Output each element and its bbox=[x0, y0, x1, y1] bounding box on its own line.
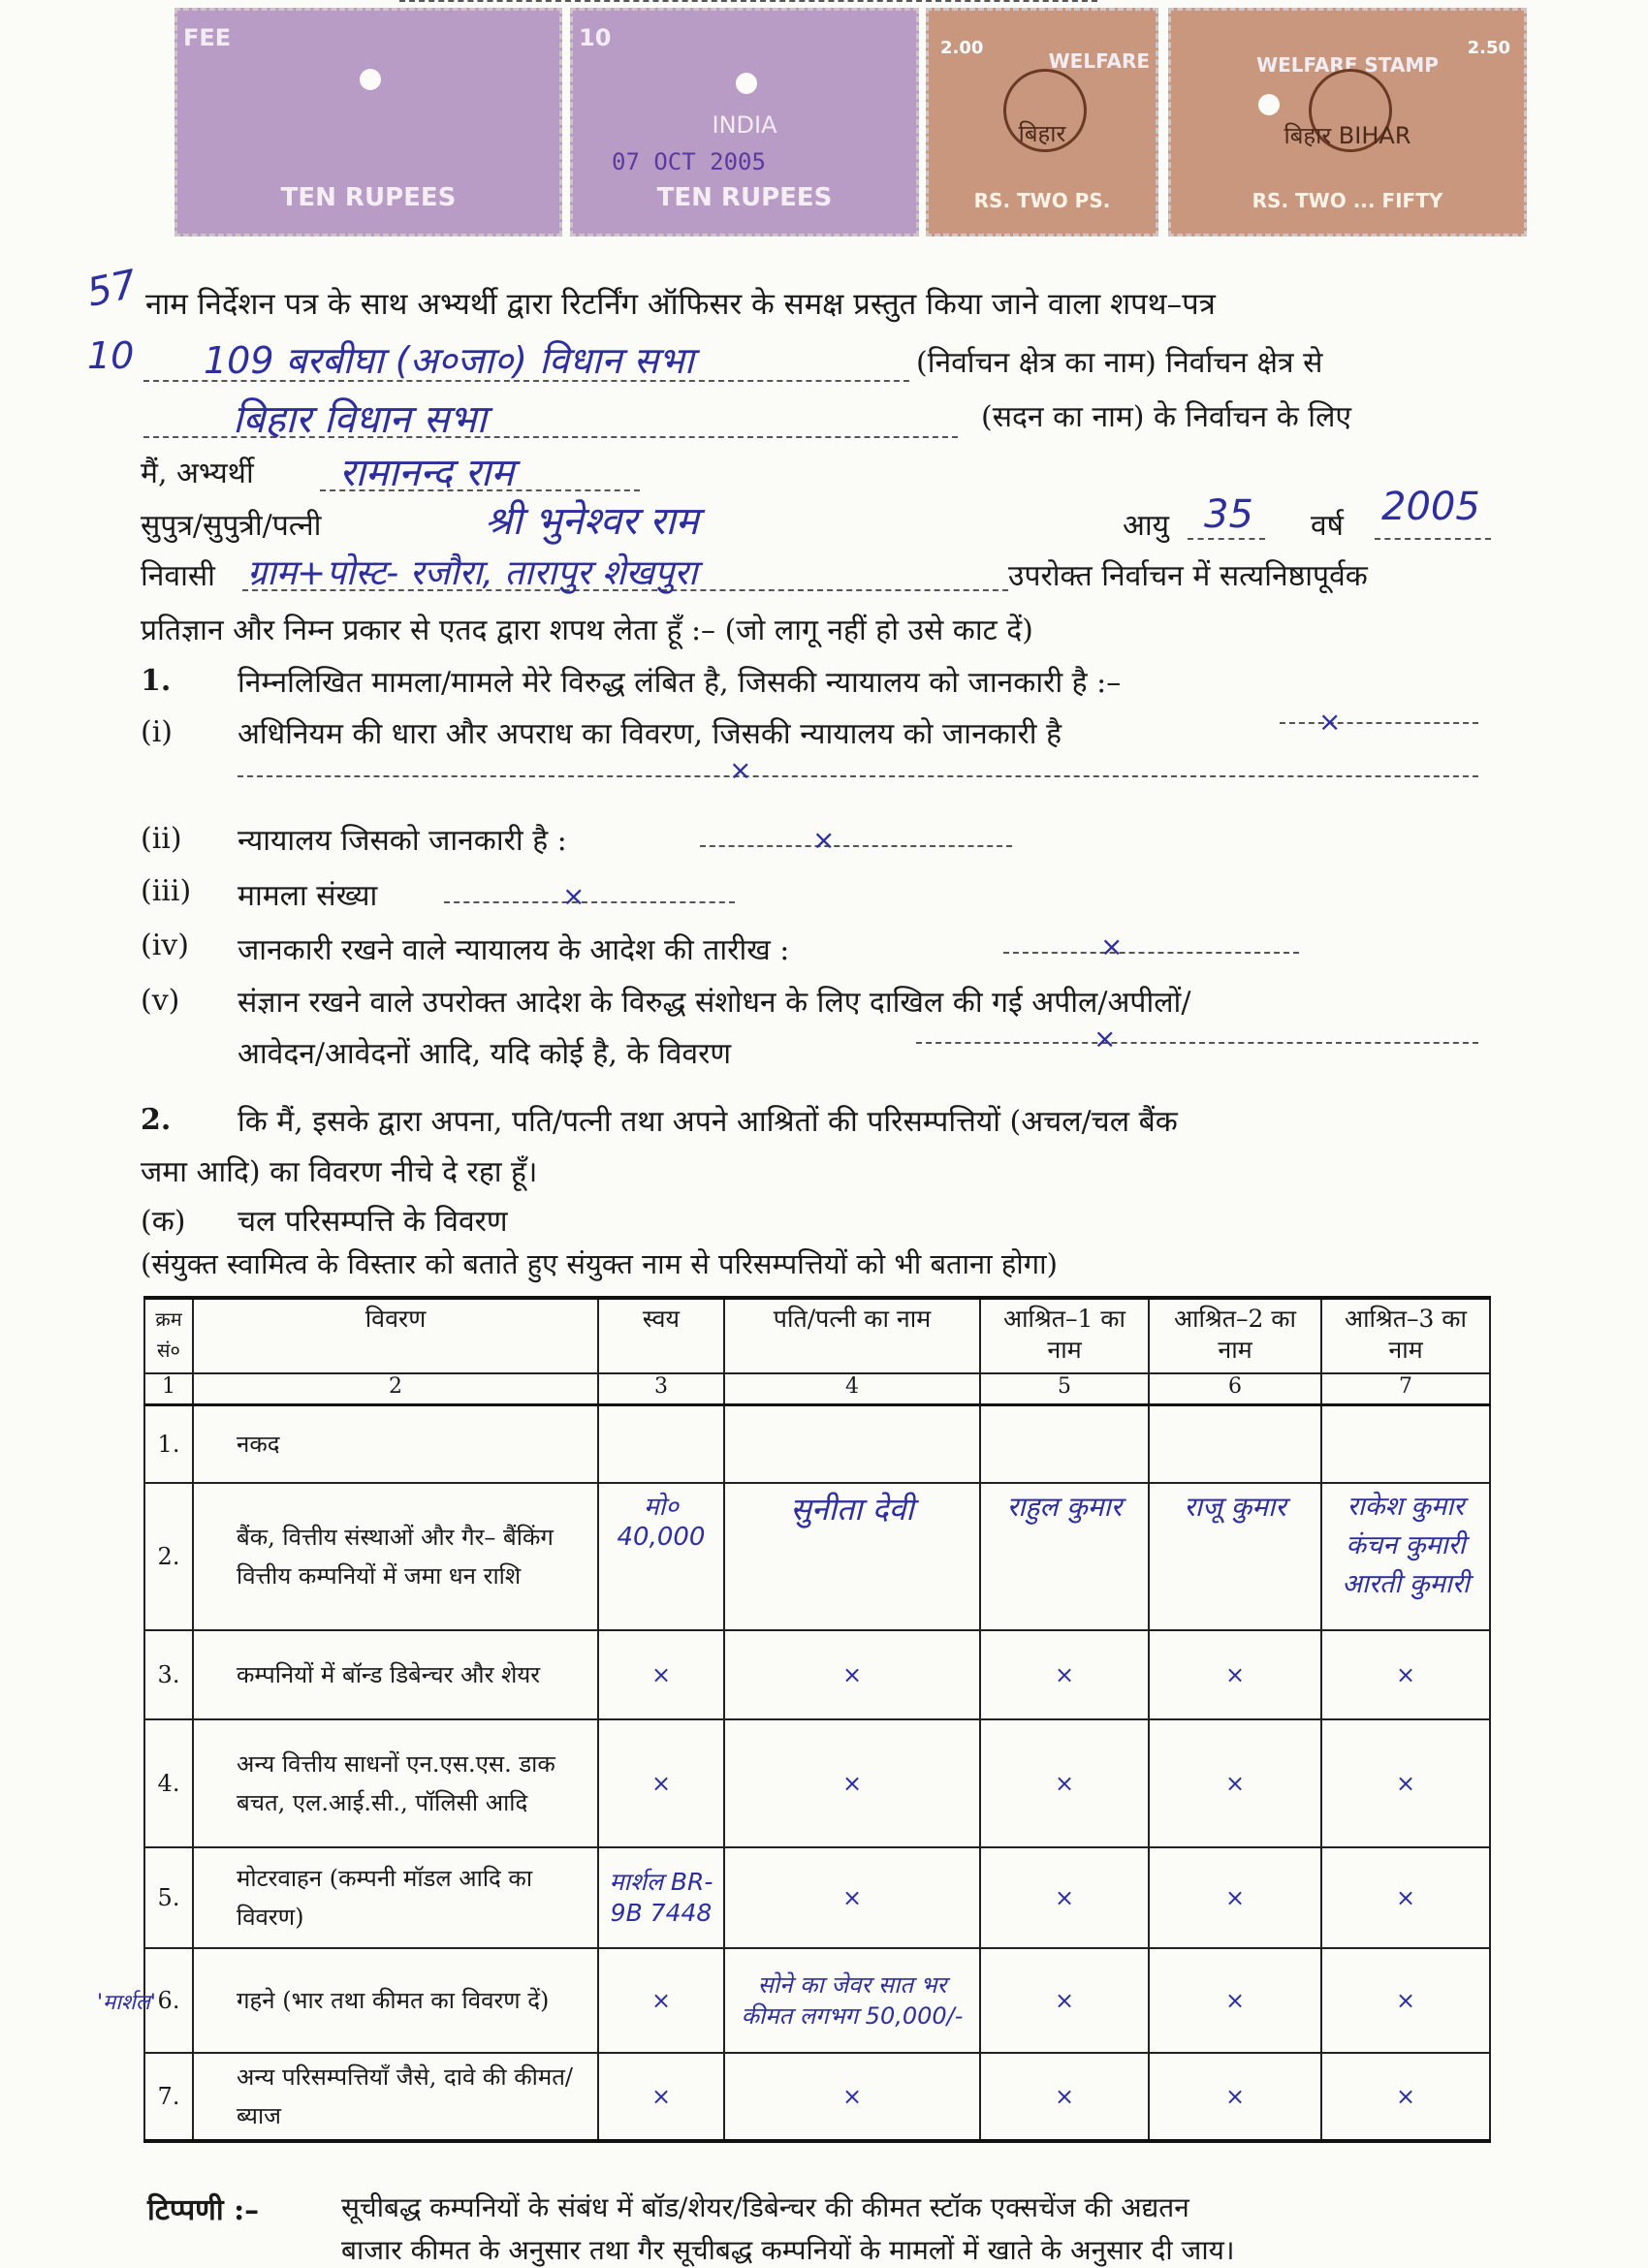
joint-ownership-note: (संयुक्त स्वामित्व के विस्तार को बताते हुए संयुक्त नाम से परिसम्पत्तियों को भी बताना होगा) bbox=[141, 1247, 1058, 1280]
row-cell-spouse: सुनीता देवी bbox=[724, 1483, 980, 1630]
stamp-over-text: बिहार BIHAR bbox=[1284, 122, 1411, 149]
resident-label: निवासी bbox=[141, 559, 215, 593]
candidate-label: मैं, अभ्यर्थी bbox=[141, 457, 254, 490]
margin-note-1: 57 bbox=[82, 262, 142, 316]
table-row bbox=[144, 1405, 1490, 1483]
row-cell-self: × bbox=[598, 1948, 724, 2053]
house-suffix: (सदन का नाम) के निर्वाचन के लिए bbox=[981, 400, 1352, 434]
strike-mark: × bbox=[1318, 706, 1342, 738]
row-cell-spouse: × bbox=[724, 2053, 980, 2141]
row-description: मोटरवाहन (कम्पनी मॉडल आदि का विवरण) bbox=[193, 1847, 598, 1948]
row-cell-dep3: × bbox=[1321, 1847, 1490, 1948]
row-sn: 6. bbox=[144, 1948, 193, 2053]
row-cell-dep3: राकेश कुमार कंचन कुमारी आरती कुमारी bbox=[1321, 1483, 1490, 1630]
row-cell-spouse: × bbox=[724, 1719, 980, 1847]
constituency-value: 109 बरबीघा (अ०जा०) विधान सभा bbox=[204, 339, 694, 382]
row-cell-dep2: × bbox=[1149, 2053, 1321, 2141]
row-cell-spouse: सोने का जेवर सात भर कीमत लगभग 50,000/- bbox=[724, 1948, 980, 2053]
father-name: श्री भुनेश्वर राम bbox=[485, 499, 699, 544]
constituency-suffix: (निर्वाचन क्षेत्र का नाम) निर्वाचन क्षेत्र से bbox=[916, 346, 1323, 380]
row-cell-self: × bbox=[598, 1719, 724, 1847]
candidate-name: रामानन्द राम bbox=[339, 451, 515, 495]
table-row bbox=[144, 2053, 1490, 2141]
section2-number: 2. bbox=[141, 1103, 172, 1137]
row-cell-self: मार्शल BR-9B 7448 bbox=[598, 1847, 724, 1948]
item-v-text: संज्ञान रखने वाले उपरोक्त आदेश के विरुद्ध संशोधन के लिए दाखिल की गई अपील/अपीलों/ bbox=[238, 986, 1191, 1020]
row-sn: 3. bbox=[144, 1630, 193, 1719]
row-cell-dep2: × bbox=[1149, 1719, 1321, 1847]
row-cell-dep1: × bbox=[980, 1630, 1149, 1719]
row-cell-spouse: × bbox=[724, 1847, 980, 1948]
row-description: अन्य परिसम्पत्तियाँ जैसे, दावे की कीमत/ब्याज bbox=[193, 2053, 598, 2141]
row-cell-dep3: × bbox=[1321, 1630, 1490, 1719]
item-iii-text: मामला संख्या bbox=[238, 879, 378, 913]
margin-note-2: 10 bbox=[87, 334, 135, 377]
item-i-roman: (i) bbox=[141, 715, 174, 749]
footnote-line-2: बाजार कीमत के अनुसार तथा गैर सूचीबद्ध कम्पनियों के मामलों में खाते के अनुसार दी जाय। bbox=[341, 2234, 1235, 2266]
row-cell-dep3: × bbox=[1321, 1948, 1490, 2053]
stamp-bottom-text: TEN RUPEES bbox=[656, 183, 833, 212]
age-value: 35 bbox=[1204, 492, 1253, 537]
col-number: 1 bbox=[144, 1373, 193, 1405]
col-header-dependent-3: आश्रित–3 का नाम bbox=[1321, 1298, 1490, 1373]
col-header-dependent-1: आश्रित–1 का नाम bbox=[980, 1298, 1149, 1373]
row-description: बैंक, वित्तीय संस्थाओं और गैर– बैंकिंग वित्तीय कम्पनियों में जमा धन राशि bbox=[193, 1483, 598, 1630]
row-cell-self: मो० 40,000 bbox=[598, 1483, 724, 1630]
resident-value: ग्राम+पोस्ट- रजौरा, तारापुर शेखपुरा bbox=[247, 553, 698, 593]
table-header-row bbox=[144, 1298, 1490, 1373]
row-cell-dep2 bbox=[1149, 1405, 1321, 1483]
item-i-text: अधिनियम की धारा और अपराध का विवरण, जिसकी न्यायालय को जानकारी है bbox=[238, 717, 1062, 751]
row-sn: 5. bbox=[144, 1847, 193, 1948]
col-number: 5 bbox=[980, 1373, 1149, 1405]
row-description: नकद bbox=[193, 1405, 598, 1483]
row-description: कम्पनियों में बॉन्ड डिबेन्चर और शेयर bbox=[193, 1630, 598, 1719]
row-sn: 4. bbox=[144, 1719, 193, 1847]
row-cell-dep2: × bbox=[1149, 1847, 1321, 1948]
row-cell-dep2: × bbox=[1149, 1948, 1321, 2053]
row-cell-self: × bbox=[598, 1630, 724, 1719]
stamp-top-text: FEE bbox=[183, 24, 232, 51]
table-row bbox=[144, 1719, 1490, 1847]
table-row bbox=[144, 1847, 1490, 1948]
row-description: अन्य वित्तीय साधनों एन.एस.एस. डाक बचत, एल.आई.सी., पॉलिसी आदि bbox=[193, 1719, 598, 1847]
strike-mark: × bbox=[729, 754, 752, 786]
col-number: 4 bbox=[724, 1373, 980, 1405]
col-number: 2 bbox=[193, 1373, 598, 1405]
col-header-description: विवरण bbox=[193, 1298, 598, 1373]
house-value: बिहार विधान सभा bbox=[233, 397, 487, 442]
footnote-label: टिप्पणी :– bbox=[147, 2193, 260, 2227]
strike-mark: × bbox=[1093, 1023, 1117, 1055]
col-header-spouse: पति/पत्नी का नाम bbox=[724, 1298, 980, 1373]
item-iii-roman: (iii) bbox=[141, 874, 192, 908]
stamp-value: 2.00 bbox=[940, 38, 984, 58]
section1-number: 1. bbox=[141, 664, 172, 698]
col-header-self: स्वय bbox=[598, 1298, 724, 1373]
age-label: आयु bbox=[1123, 509, 1170, 543]
row-cell-dep1: × bbox=[980, 2053, 1149, 2141]
stamp-bottom-text: TEN RUPEES bbox=[280, 183, 457, 212]
col-header-sn: क्रम सं० bbox=[144, 1298, 193, 1373]
item-ii-roman: (ii) bbox=[141, 822, 182, 856]
table-row bbox=[144, 1483, 1490, 1630]
col-header-dependent-2: आश्रित–2 का नाम bbox=[1149, 1298, 1321, 1373]
row-cell-self bbox=[598, 1405, 724, 1483]
col-number: 3 bbox=[598, 1373, 724, 1405]
stamp-top-text: 10 bbox=[579, 24, 612, 51]
item-v-text-2: आवेदन/आवेदनों आदि, यदि कोई है, के विवरण bbox=[238, 1037, 732, 1071]
section2-sub-title: चल परिसम्पत्ति के विवरण bbox=[238, 1205, 508, 1239]
section2-sub-label: (क) bbox=[141, 1205, 186, 1239]
item-v-roman: (v) bbox=[141, 984, 180, 1018]
row-cell-self: × bbox=[598, 2053, 724, 2141]
row-cell-dep3 bbox=[1321, 1405, 1490, 1483]
welfare-stamp-2 bbox=[1168, 8, 1527, 236]
stamp-date: 07 OCT 2005 bbox=[612, 148, 766, 175]
row-cell-spouse bbox=[724, 1405, 980, 1483]
strike-mark: × bbox=[812, 824, 836, 856]
stamp-bottom-text: RS. TWO ... FIFTY bbox=[1252, 189, 1443, 212]
row-sn: 1. bbox=[144, 1405, 193, 1483]
row-cell-dep1: × bbox=[980, 1847, 1149, 1948]
oath-line: प्रतिज्ञान और निम्न प्रकार से एतद द्वारा शपथ लेता हूँ :– (जो लागू नहीं हो उसे काट दें) bbox=[141, 614, 1033, 647]
table-row bbox=[144, 1948, 1490, 2053]
row6-margin-mark: 'मार्शल' bbox=[97, 1991, 156, 2015]
section1-text: निम्नलिखित मामला/मामले मेरे विरुद्ध लंबित है, जिसकी न्यायालय को जानकारी है :– bbox=[238, 666, 1122, 700]
resident-suffix: उपरोक्त निर्वाचन में सत्यनिष्ठापूर्वक bbox=[1008, 559, 1368, 593]
item-iv-text: जानकारी रखने वाले न्यायालय के आदेश की तारीख : bbox=[238, 933, 790, 967]
item-ii-text: न्यायालय जिसको जानकारी है : bbox=[238, 824, 567, 858]
stamp-country: INDIA bbox=[712, 111, 777, 139]
row-description: गहने (भार तथा कीमत का विवरण दें) bbox=[193, 1948, 598, 2053]
row-sn: 7. bbox=[144, 2053, 193, 2141]
row-cell-dep2: × bbox=[1149, 1630, 1321, 1719]
row-cell-dep3: × bbox=[1321, 2053, 1490, 2141]
stamp-top-text: WELFARE STAMP bbox=[1256, 53, 1439, 77]
section2-text-2: जमा आदि) का विवरण नीचे दे रहा हूँ। bbox=[141, 1155, 538, 1189]
stamp-value: 2.50 bbox=[1467, 38, 1510, 58]
stamp-bottom-text: RS. TWO PS. bbox=[973, 189, 1111, 212]
table-row bbox=[144, 1630, 1490, 1719]
row-sn: 2. bbox=[144, 1483, 193, 1630]
stamp-top-text: WELFARE bbox=[1048, 49, 1150, 73]
strike-mark: × bbox=[1100, 930, 1124, 962]
year-label: वर्ष bbox=[1311, 509, 1345, 543]
item-iv-roman: (iv) bbox=[141, 929, 189, 962]
court-fee-stamp-2 bbox=[570, 8, 919, 236]
footnote-line-1: सूचीबद्ध कम्पनियों के संबंध में बॉड/शेयर/डिबेन्चर की कीमत स्टॉक एक्सचेंज की अद्यतन bbox=[341, 2191, 1189, 2223]
section2-text: कि मैं, इसके द्वारा अपना, पति/पत्नी तथा अपने आश्रितों की परिसम्पत्तियों (अचल/चल बैंक bbox=[238, 1105, 1178, 1139]
row-cell-dep2: राजू कुमार bbox=[1149, 1483, 1321, 1630]
row-cell-dep1: × bbox=[980, 1719, 1149, 1847]
row-cell-dep3: × bbox=[1321, 1719, 1490, 1847]
movable-assets-table bbox=[143, 1296, 1491, 2143]
row-cell-dep1 bbox=[980, 1405, 1149, 1483]
col-number: 7 bbox=[1321, 1373, 1490, 1405]
row-cell-dep1: राहुल कुमार bbox=[980, 1483, 1149, 1630]
relation-label: सुपुत्र/सुपुत्री/पत्नी bbox=[141, 509, 322, 543]
col-number: 6 bbox=[1149, 1373, 1321, 1405]
row-cell-dep1: × bbox=[980, 1948, 1149, 2053]
stamp-over-text: बिहार bbox=[1018, 120, 1066, 147]
column-number-row bbox=[144, 1373, 1490, 1405]
strike-mark: × bbox=[562, 880, 586, 912]
court-fee-stamp-1 bbox=[174, 8, 562, 236]
welfare-stamp-1 bbox=[926, 8, 1158, 236]
row-cell-spouse: × bbox=[724, 1630, 980, 1719]
year-value: 2005 bbox=[1381, 485, 1480, 529]
affidavit-title: नाम निर्देशन पत्र के साथ अभ्यर्थी द्वारा रिटर्निंग ऑफिसर के समक्ष प्रस्तुत किया जाने वाला शपथ–पत्र bbox=[145, 287, 1216, 322]
